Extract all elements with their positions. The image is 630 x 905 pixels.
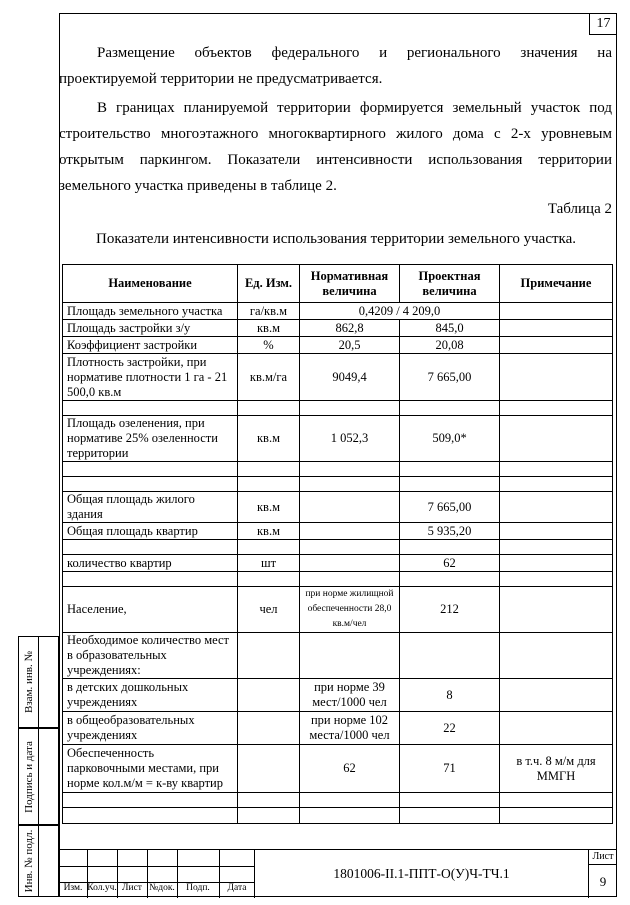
cell-name: Коэффициент застройки: [63, 337, 238, 354]
table-row: [63, 416, 613, 462]
cell-unit: кв.м: [238, 320, 300, 337]
table-row: [63, 712, 613, 745]
document-code: 1801006-II.1-ППТ-О(У)Ч-ТЧ.1: [333, 866, 510, 881]
cell-note: [500, 679, 613, 712]
table-row: [63, 492, 613, 523]
col-header-data: Дата: [227, 883, 247, 893]
cell-unit: [238, 679, 300, 712]
cell-project: 5 935,20: [400, 523, 500, 540]
cell-project: 22: [400, 712, 500, 745]
col-header-izm: Изм.: [63, 883, 83, 893]
table-row: [63, 587, 613, 633]
cell-project: 20,08: [400, 337, 500, 354]
cell-project: 509,0*: [400, 416, 500, 462]
table-row: [63, 523, 613, 540]
cell-norm: 862,8: [300, 320, 400, 337]
cell-note: [500, 337, 613, 354]
side-stamp-podpis: [18, 728, 59, 825]
paragraph-2-line: строительство многоэтажного многоквартирного жилого дома с 2-х уровневым: [59, 126, 612, 142]
side-stamp-vzam-label: Взам. инв. №: [22, 651, 35, 713]
sheet-label: Лист: [589, 850, 617, 865]
col-header-kol: Кол.уч.: [87, 883, 117, 893]
paragraph-2: [59, 95, 612, 199]
cell-project: 7 665,00: [400, 354, 500, 401]
cell-norm: 62: [300, 745, 400, 793]
header-name: Наименование: [63, 265, 238, 303]
table-row: [63, 320, 613, 337]
table-row: [63, 679, 613, 712]
cell-name: количество квартир: [63, 555, 238, 572]
cell-unit: кв.м: [238, 523, 300, 540]
cell-unit: чел: [238, 587, 300, 633]
cell-project: 845,0: [400, 320, 500, 337]
table-header-row: [63, 265, 613, 303]
cell-norm: [300, 555, 400, 572]
col-header-podp: Подп.: [186, 883, 210, 893]
cell-name: Площадь озеленения, при нормативе 25% озеленности территории: [63, 416, 238, 462]
cell-norm: при норме 102 места/1000 чел: [300, 712, 400, 745]
cell-unit: [238, 633, 300, 679]
title-block: [59, 849, 617, 897]
table-row-empty: [63, 477, 613, 492]
header-project: Проектная величина: [400, 265, 500, 303]
table-row-empty: [63, 540, 613, 555]
cell-name: Обеспеченность парковочными местами, при норме кол.м/м = к-ву квартир: [63, 745, 238, 793]
table-label: Таблица 2: [547, 201, 612, 217]
table-row: [63, 745, 613, 793]
table-row: [63, 633, 613, 679]
cell-project: [400, 633, 500, 679]
header-unit: Ед. Изм.: [238, 265, 300, 303]
col-header-list: Лист: [122, 883, 142, 893]
cell-project: 8: [400, 679, 500, 712]
table-row-empty: [63, 462, 613, 477]
cell-name: Площадь застройки з/у: [63, 320, 238, 337]
paragraph-1-line: проектируемой территории не предусматривается.: [59, 71, 383, 87]
sheet-box: [588, 850, 617, 898]
table-row: [63, 354, 613, 401]
cell-note: [500, 712, 613, 745]
cell-project: 62: [400, 555, 500, 572]
cell-norm: при норме жилищной обеспеченности 28,0 кв.м/чел: [300, 587, 400, 633]
cell-unit: [238, 745, 300, 793]
side-stamp-vzam: [18, 636, 59, 728]
header-note: Примечание: [500, 265, 613, 303]
table-row-empty: [63, 808, 613, 824]
cell-note: [500, 523, 613, 540]
header-norm: Нормативная величина: [300, 265, 400, 303]
cell-note: [500, 354, 613, 401]
cell-norm: при норме 39 мест/1000 чел: [300, 679, 400, 712]
cell-project: 71: [400, 745, 500, 793]
cell-norm: [300, 633, 400, 679]
cell-norm: 9049,4: [300, 354, 400, 401]
cell-norm: [300, 492, 400, 523]
cell-project: 212: [400, 587, 500, 633]
cell-merged-value: 0,4209 / 4 209,0: [300, 303, 500, 320]
cell-unit: кв.м: [238, 416, 300, 462]
table-row-empty: [63, 793, 613, 808]
paragraph-2-line: В границах планируемой территории формируется земельный участок под: [97, 100, 612, 116]
side-stamp-podpis-label: Подпись и дата: [22, 740, 35, 813]
cell-unit: га/кв.м: [238, 303, 300, 320]
cell-note: [500, 492, 613, 523]
cell-name: в общеобразовательных учреждениях: [63, 712, 238, 745]
cell-name: Общая площадь квартир: [63, 523, 238, 540]
cell-name: Необходимое количество мест в образовательных учреждениях:: [63, 633, 238, 679]
cell-name: Площадь земельного участка: [63, 303, 238, 320]
table-row-empty: [63, 572, 613, 587]
paragraph-2-line: земельного участка приведены в таблице 2.: [59, 178, 337, 194]
cell-note: [500, 587, 613, 633]
cell-unit: кв.м: [238, 492, 300, 523]
cell-unit: %: [238, 337, 300, 354]
paragraph-1: [59, 40, 612, 92]
cell-name: Население,: [63, 587, 238, 633]
cell-note: [500, 320, 613, 337]
cell-name: Плотность застройки, при нормативе плотности 1 га - 21 500,0 кв.м: [63, 354, 238, 401]
paragraph-2-line: открытым паркингом. Показатели интенсивности использования территории: [59, 152, 612, 168]
indicators-table: [62, 264, 613, 824]
cell-unit: кв.м/га: [238, 354, 300, 401]
cell-note: [500, 633, 613, 679]
side-stamp-inv-label: Инв. № подл.: [22, 829, 35, 893]
sheet-number: 9: [599, 874, 607, 889]
cell-project: 7 665,00: [400, 492, 500, 523]
table-row: [63, 337, 613, 354]
cell-norm: 1 052,3: [300, 416, 400, 462]
table-row: [63, 555, 613, 572]
cell-note: в т.ч. 8 м/м для ММГН: [500, 745, 613, 793]
title-block-grid: [59, 850, 255, 898]
cell-norm: [300, 523, 400, 540]
cell-unit: [238, 712, 300, 745]
cell-norm: 20,5: [300, 337, 400, 354]
page-number: 17: [589, 13, 617, 35]
col-header-ndok: №док.: [149, 883, 175, 893]
table-row-empty: [63, 401, 613, 416]
cell-name: Общая площадь жилого здания: [63, 492, 238, 523]
cell-name: в детских дошкольных учреждениях: [63, 679, 238, 712]
side-stamp-inv: [18, 825, 59, 897]
table-row: [63, 303, 613, 320]
table-caption: Показатели интенсивности использования территории земельного участка.: [96, 231, 576, 247]
paragraph-1-line: Размещение объектов федерального и регионального значения на: [97, 45, 612, 61]
cell-note: [500, 555, 613, 572]
cell-note: [500, 303, 613, 320]
cell-unit: шт: [238, 555, 300, 572]
cell-note: [500, 416, 613, 462]
